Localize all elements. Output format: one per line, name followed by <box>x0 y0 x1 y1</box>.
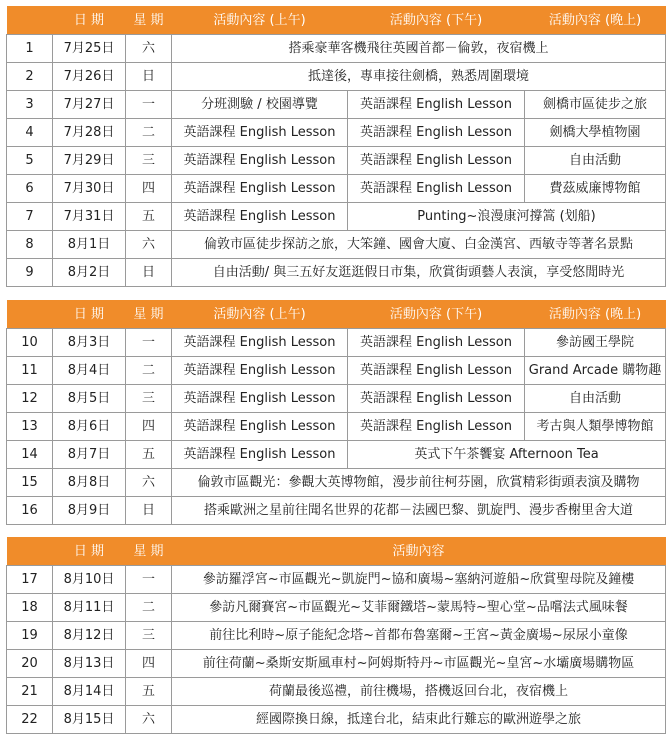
day-num: 14 <box>7 441 53 469</box>
activity-am: 英語課程 English Lesson <box>172 329 348 357</box>
activity-eve: 劍橋市區徒步之旅 <box>525 91 666 119</box>
header-weekday: 星 期 <box>126 537 172 566</box>
header-activity: 活動內容 <box>172 537 666 566</box>
day-num: 3 <box>7 91 53 119</box>
day-date: 8月5日 <box>53 385 126 413</box>
day-num: 13 <box>7 413 53 441</box>
table-row <box>7 441 666 469</box>
activity-full-day: 搭乘豪華客機飛往英國首都－倫敦，夜宿機上 <box>172 35 666 63</box>
day-num: 7 <box>7 203 53 231</box>
header-num <box>7 537 53 566</box>
activity-full-day: 前往荷蘭~桑斯安斯風車村~阿姆斯特丹~市區觀光~皇宮~水壩廣場購物區 <box>172 650 666 678</box>
table-row <box>7 203 666 231</box>
activity-full-day: 自由活動/ 與三五好友逛逛假日市集，欣賞街頭藝人表演，享受悠閒時光 <box>172 259 666 287</box>
day-date: 8月2日 <box>53 259 126 287</box>
day-num: 11 <box>7 357 53 385</box>
table-header <box>7 6 666 35</box>
day-num: 5 <box>7 147 53 175</box>
table-row <box>7 35 666 63</box>
header-weekday: 星 期 <box>126 6 172 35</box>
activity-eve: 自由活動 <box>525 385 666 413</box>
activity-full-day: 荷蘭最後巡禮，前往機場，搭機返回台北，夜宿機上 <box>172 678 666 706</box>
day-date: 8月8日 <box>53 469 126 497</box>
table-row <box>7 385 666 413</box>
day-num: 8 <box>7 231 53 259</box>
day-weekday: 三 <box>126 385 172 413</box>
table-row <box>7 469 666 497</box>
activity-full-day: 參訪凡爾賽宮~市區觀光~艾菲爾鐵塔~蒙馬特~聖心堂~品嚐法式風味餐 <box>172 594 666 622</box>
day-date: 7月30日 <box>53 175 126 203</box>
day-num: 18 <box>7 594 53 622</box>
table-row <box>7 706 666 734</box>
day-date: 8月13日 <box>53 650 126 678</box>
day-date: 8月9日 <box>53 497 126 525</box>
day-date: 8月14日 <box>53 678 126 706</box>
activity-pm: 英語課程 English Lesson <box>348 119 525 147</box>
activity-pm-eve: Punting~浪漫康河撐篙 (划船) <box>348 203 666 231</box>
day-weekday: 三 <box>126 622 172 650</box>
day-num: 12 <box>7 385 53 413</box>
day-weekday: 四 <box>126 650 172 678</box>
day-num: 15 <box>7 469 53 497</box>
header-am: 活動內容 (上午) <box>172 300 348 329</box>
header-pm: 活動內容 (下午) <box>348 300 525 329</box>
table-row <box>7 91 666 119</box>
activity-pm: 英語課程 English Lesson <box>348 357 525 385</box>
table-row <box>7 594 666 622</box>
itinerary-table-3 <box>6 537 666 734</box>
day-num: 10 <box>7 329 53 357</box>
day-date: 7月31日 <box>53 203 126 231</box>
activity-am: 英語課程 English Lesson <box>172 413 348 441</box>
day-num: 16 <box>7 497 53 525</box>
header-date: 日 期 <box>53 6 126 35</box>
activity-pm: 英語課程 English Lesson <box>348 91 525 119</box>
header-am: 活動內容 (上午) <box>172 6 348 35</box>
table-row <box>7 175 666 203</box>
day-num: 19 <box>7 622 53 650</box>
activity-am: 英語課程 English Lesson <box>172 147 348 175</box>
activity-eve: 考古與人類學博物館 <box>525 413 666 441</box>
activity-eve: 參訪國王學院 <box>525 329 666 357</box>
table-row <box>7 678 666 706</box>
table-row <box>7 566 666 594</box>
day-weekday: 一 <box>126 566 172 594</box>
day-weekday: 三 <box>126 147 172 175</box>
header-date: 日 期 <box>53 537 126 566</box>
table-row <box>7 63 666 91</box>
activity-full-day: 參訪羅浮宮~市區觀光~凱旋門~協和廣場~塞納河遊船~欣賞聖母院及鐘樓 <box>172 566 666 594</box>
activity-full-day: 搭乘歐洲之星前往聞名世界的花都－法國巴黎、凱旋門、漫步香榭里舍大道 <box>172 497 666 525</box>
day-date: 8月15日 <box>53 706 126 734</box>
day-date: 8月7日 <box>53 441 126 469</box>
day-num: 1 <box>7 35 53 63</box>
table-row <box>7 119 666 147</box>
table-row <box>7 329 666 357</box>
day-weekday: 六 <box>126 231 172 259</box>
activity-full-day: 前往比利時~原子能紀念塔~首都布魯塞爾~王宮~黃金廣場~尿尿小童像 <box>172 622 666 650</box>
day-num: 21 <box>7 678 53 706</box>
day-weekday: 一 <box>126 91 172 119</box>
day-weekday: 一 <box>126 329 172 357</box>
table-row <box>7 622 666 650</box>
day-weekday: 日 <box>126 63 172 91</box>
table-row <box>7 231 666 259</box>
day-num: 17 <box>7 566 53 594</box>
activity-eve: Grand Arcade 購物趣 <box>525 357 666 385</box>
day-num: 4 <box>7 119 53 147</box>
activity-full-day: 倫敦市區徒步探訪之旅，大笨鐘、國會大廈、白金漢宮、西敏寺等著名景點 <box>172 231 666 259</box>
day-date: 7月26日 <box>53 63 126 91</box>
table-row <box>7 147 666 175</box>
table-header <box>7 300 666 329</box>
table-row <box>7 413 666 441</box>
activity-am: 英語課程 English Lesson <box>172 357 348 385</box>
header-num <box>7 6 53 35</box>
day-date: 7月27日 <box>53 91 126 119</box>
day-weekday: 日 <box>126 497 172 525</box>
table-row <box>7 259 666 287</box>
day-weekday: 四 <box>126 413 172 441</box>
header-num <box>7 300 53 329</box>
day-date: 7月25日 <box>53 35 126 63</box>
header-weekday: 星 期 <box>126 300 172 329</box>
header-date: 日 期 <box>53 300 126 329</box>
activity-full-day: 抵達後，專車接往劍橋，熟悉周圍環境 <box>172 63 666 91</box>
activity-pm: 英語課程 English Lesson <box>348 385 525 413</box>
table-row <box>7 650 666 678</box>
day-num: 6 <box>7 175 53 203</box>
day-date: 8月12日 <box>53 622 126 650</box>
table-row <box>7 497 666 525</box>
day-num: 9 <box>7 259 53 287</box>
header-eve: 活動內容 (晚上) <box>525 6 666 35</box>
day-weekday: 五 <box>126 678 172 706</box>
activity-am: 英語課程 English Lesson <box>172 441 348 469</box>
activity-am: 英語課程 English Lesson <box>172 175 348 203</box>
activity-eve: 劍橋大學植物園 <box>525 119 666 147</box>
day-date: 7月29日 <box>53 147 126 175</box>
activity-eve: 自由活動 <box>525 147 666 175</box>
day-weekday: 二 <box>126 357 172 385</box>
day-date: 8月10日 <box>53 566 126 594</box>
day-date: 8月11日 <box>53 594 126 622</box>
activity-pm: 英語課程 English Lesson <box>348 329 525 357</box>
day-weekday: 二 <box>126 119 172 147</box>
table-header <box>7 537 666 566</box>
day-date: 8月4日 <box>53 357 126 385</box>
table-row <box>7 357 666 385</box>
itinerary-table-2 <box>6 300 666 525</box>
header-pm: 活動內容 (下午) <box>348 6 525 35</box>
day-weekday: 六 <box>126 706 172 734</box>
day-weekday: 日 <box>126 259 172 287</box>
day-weekday: 二 <box>126 594 172 622</box>
day-num: 20 <box>7 650 53 678</box>
day-date: 8月6日 <box>53 413 126 441</box>
activity-full-day: 經國際換日線，抵達台北，結束此行難忘的歐洲遊學之旅 <box>172 706 666 734</box>
day-num: 2 <box>7 63 53 91</box>
activity-am: 英語課程 English Lesson <box>172 385 348 413</box>
activity-am: 分班測驗 / 校園導覽 <box>172 91 348 119</box>
activity-pm: 英語課程 English Lesson <box>348 413 525 441</box>
activity-pm-eve: 英式下午茶饗宴 Afternoon Tea <box>348 441 666 469</box>
day-weekday: 五 <box>126 203 172 231</box>
day-weekday: 六 <box>126 469 172 497</box>
day-weekday: 六 <box>126 35 172 63</box>
activity-am: 英語課程 English Lesson <box>172 203 348 231</box>
itinerary-table-1 <box>6 6 666 287</box>
day-weekday: 四 <box>126 175 172 203</box>
day-date: 7月28日 <box>53 119 126 147</box>
activity-pm: 英語課程 English Lesson <box>348 147 525 175</box>
day-date: 8月1日 <box>53 231 126 259</box>
day-weekday: 五 <box>126 441 172 469</box>
activity-eve: 費茲威廉博物館 <box>525 175 666 203</box>
activity-full-day: 倫敦市區觀光：參觀大英博物館，漫步前往柯芬園，欣賞精彩街頭表演及購物 <box>172 469 666 497</box>
day-date: 8月3日 <box>53 329 126 357</box>
header-eve: 活動內容 (晚上) <box>525 300 666 329</box>
day-num: 22 <box>7 706 53 734</box>
activity-am: 英語課程 English Lesson <box>172 119 348 147</box>
activity-pm: 英語課程 English Lesson <box>348 175 525 203</box>
